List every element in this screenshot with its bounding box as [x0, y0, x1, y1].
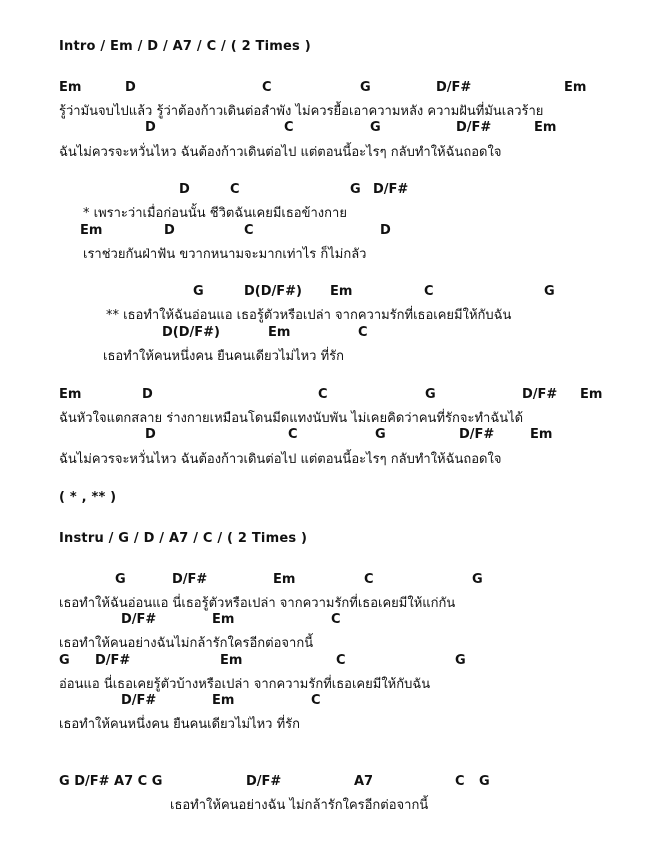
- chord: D/F#: [246, 774, 282, 789]
- chord: C: [331, 612, 341, 627]
- chord: D/F#: [121, 693, 157, 708]
- chord: D: [145, 427, 156, 442]
- chord: G: [193, 284, 204, 299]
- chord: G: [472, 572, 483, 587]
- ending-chords: G D/F# A7 C G: [59, 774, 163, 789]
- chord: Em: [530, 427, 553, 442]
- lyric-line: ฉันไม่ควรจะหวั่นไหว ฉันต้องก้าวเดินต่อไป แต่ตอนนี้อะไรๆ กลับทำให้ฉันถอดใจ: [59, 452, 502, 467]
- chord: Em: [580, 387, 603, 402]
- chord: Em: [564, 80, 587, 95]
- chord: Em: [59, 387, 82, 402]
- repeat-marker: ( * , ** ): [59, 490, 117, 505]
- chord: C: [311, 693, 321, 708]
- chord: D(D/F#): [244, 284, 302, 299]
- chord: D: [145, 120, 156, 135]
- chord: G: [544, 284, 555, 299]
- chord: C: [262, 80, 272, 95]
- chord: C: [424, 284, 434, 299]
- chord: G: [370, 120, 381, 135]
- chord: Em: [59, 80, 82, 95]
- chord: G: [59, 653, 70, 668]
- chord: D: [142, 387, 153, 402]
- lyric-line: เธอทำให้คนอย่างฉัน ไม่กล้ารักใครอีกต่อจากนี้: [170, 798, 429, 813]
- chord: C: [288, 427, 298, 442]
- chord: Em: [80, 223, 103, 238]
- chord: C: [318, 387, 328, 402]
- chord: D/F#: [373, 182, 409, 197]
- chord: D/F#: [436, 80, 472, 95]
- chord: D: [380, 223, 391, 238]
- intro-line: Intro / Em / D / A7 / C / ( 2 Times ): [59, 39, 311, 54]
- lyric-line: ฉันหัวใจแตกสลาย ร่างกายเหมือนโดนมีดแทงนับพัน ไม่เคยคิดว่าคนที่รักจะทำฉันได้: [59, 411, 524, 426]
- lyric-line: เราช่วยกันฝ่าฟัน ขวากหนามจะมากเท่าไร ก็ไม่กลัว: [83, 247, 367, 262]
- lyric-line: ฉันไม่ควรจะหวั่นไหว ฉันต้องก้าวเดินต่อไป แต่ตอนนี้อะไรๆ กลับทำให้ฉันถอดใจ: [59, 145, 502, 160]
- chord: G: [479, 774, 490, 789]
- chord: Em: [534, 120, 557, 135]
- chord: D/F#: [456, 120, 492, 135]
- chord: D/F#: [459, 427, 495, 442]
- lyric-line: * เพราะว่าเมื่อก่อนนั้น ชีวิตฉันเคยมีเธอข้างกาย: [83, 206, 347, 221]
- chord: C: [230, 182, 240, 197]
- chord: Em: [212, 612, 235, 627]
- chord: D/F#: [172, 572, 208, 587]
- chord: D: [164, 223, 175, 238]
- chord: Em: [212, 693, 235, 708]
- lyric-line: เธอทำให้คนหนึ่งคน ยืนคนเดียวไม่ไหว ที่รัก: [59, 717, 301, 732]
- chord: D: [179, 182, 190, 197]
- chord: D(D/F#): [162, 325, 220, 340]
- chord: Em: [273, 572, 296, 587]
- chord: C: [455, 774, 465, 789]
- chord: A7: [354, 774, 374, 789]
- lyric-line: อ่อนแอ นี่เธอเคยรู้ตัวบ้างหรือเปล่า จากความรักที่เธอเคยมีให้กับฉัน: [59, 677, 431, 692]
- chord: G: [115, 572, 126, 587]
- chord: Em: [220, 653, 243, 668]
- lyric-line: ** เธอทำให้ฉันอ่อนแอ เธอรู้ตัวหรือเปล่า จากความรักที่เธอเคยมีให้กับฉัน: [106, 308, 512, 323]
- lyric-line: รู้ว่ามันจบไปแล้ว รู้ว่าต้องก้าวเดินต่อลำพัง ไม่ควรยื้อเอาความหลัง ความฝันที่มันเลวร้าย: [59, 104, 544, 119]
- chord: C: [336, 653, 346, 668]
- chord: G: [360, 80, 371, 95]
- chord: Em: [268, 325, 291, 340]
- instru-line: Instru / G / D / A7 / C / ( 2 Times ): [59, 531, 308, 546]
- lyric-line: เธอทำให้คนหนึ่งคน ยืนคนเดียวไม่ไหว ที่รัก: [103, 349, 345, 364]
- chord: C: [358, 325, 368, 340]
- chord: G: [455, 653, 466, 668]
- chord: C: [244, 223, 254, 238]
- chord: D/F#: [121, 612, 157, 627]
- chord: G: [375, 427, 386, 442]
- chord: D/F#: [95, 653, 131, 668]
- chord: D/F#: [522, 387, 558, 402]
- lyric-line: เธอทำให้คนอย่างฉันไม่กล้ารักใครอีกต่อจากนี้: [59, 636, 314, 651]
- chord: G: [425, 387, 436, 402]
- chord: Em: [330, 284, 353, 299]
- chord: C: [284, 120, 294, 135]
- lyric-line: เธอทำให้ฉันอ่อนแอ นี่เธอรู้ตัวหรือเปล่า จากความรักที่เธอเคยมีให้แก่กัน: [59, 596, 456, 611]
- chord: C: [364, 572, 374, 587]
- chord: D: [125, 80, 136, 95]
- chord: G: [350, 182, 361, 197]
